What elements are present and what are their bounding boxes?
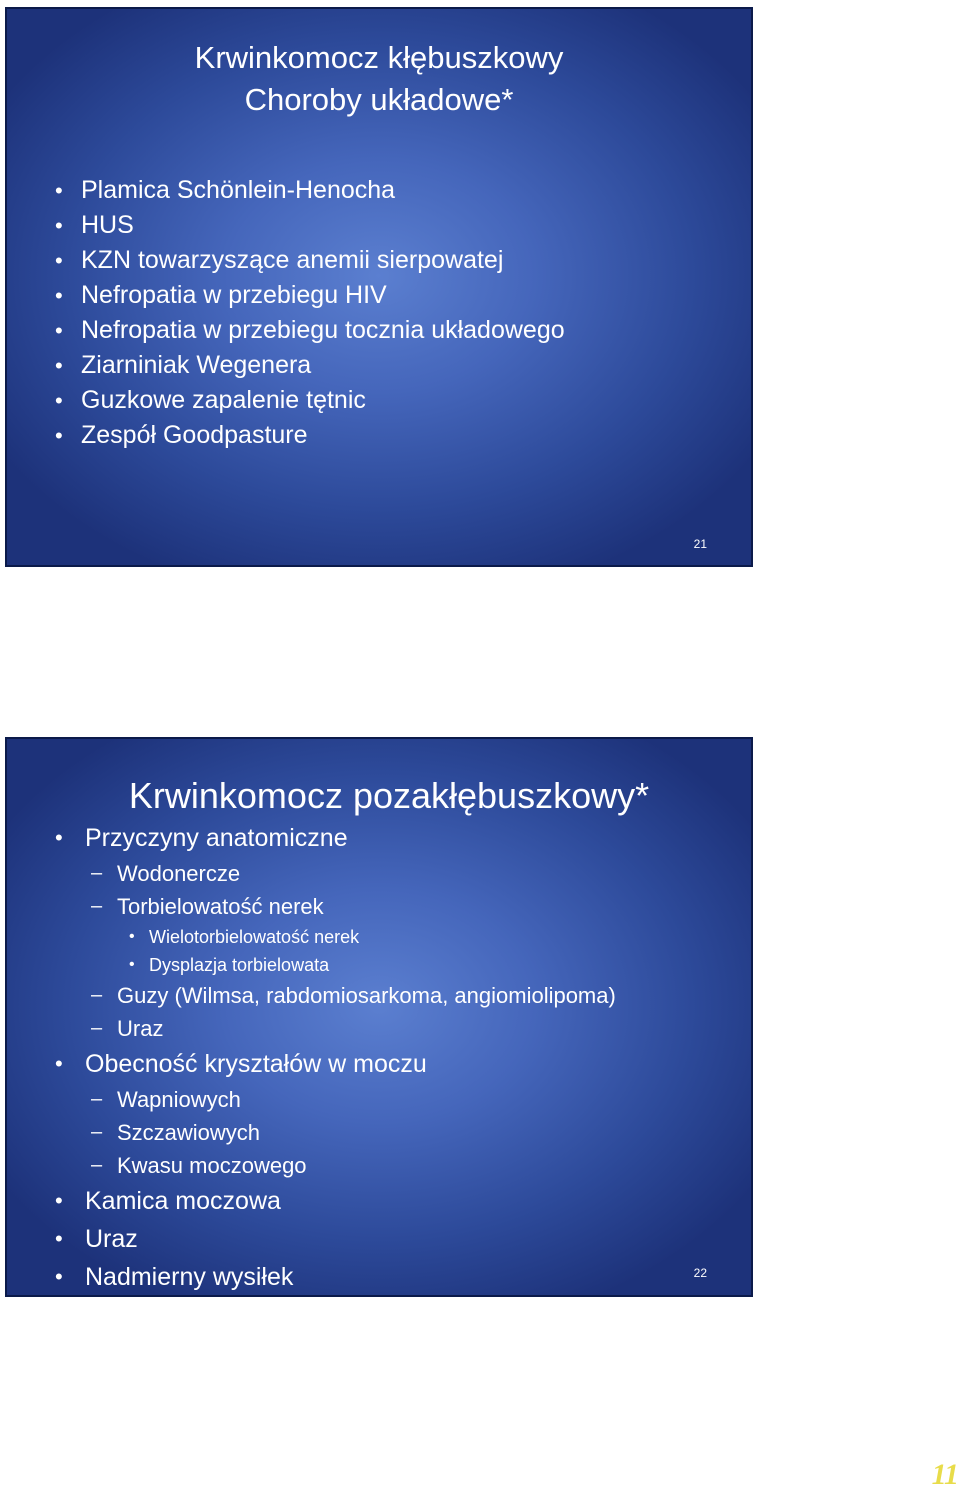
- dash-icon: –: [91, 1088, 103, 1110]
- list-item: • KZN towarzyszące anemii sierpowatej: [55, 243, 565, 278]
- slide-number: 22: [693, 1266, 707, 1280]
- bullet-icon: •: [55, 353, 63, 378]
- sub-sub-list-item: • Dysplazja torbielowata: [55, 951, 616, 979]
- page-number: 11: [931, 1458, 958, 1491]
- list-item: • Zespół Goodpasture: [55, 418, 565, 453]
- bullet-icon: •: [129, 928, 135, 945]
- bullet-icon: •: [55, 318, 63, 343]
- dash-icon: –: [91, 1017, 103, 1039]
- dash-icon: –: [91, 1121, 103, 1143]
- dash-icon: –: [91, 984, 103, 1006]
- bullet-icon: •: [55, 1051, 63, 1076]
- sub-list-item: – Torbielowatość nerek: [55, 890, 616, 923]
- sub-list-item: – Guzy (Wilmsa, rabdomiosarkoma, angiomiolipoma): [55, 979, 616, 1012]
- sub-list-item: – Uraz: [55, 1012, 616, 1045]
- list-item: • Kamica moczowa: [55, 1182, 616, 1220]
- sub-list-item: – Wodonercze: [55, 857, 616, 890]
- dash-icon: –: [91, 862, 103, 884]
- bullet-icon: •: [55, 388, 63, 413]
- bullet-icon: •: [55, 1188, 63, 1213]
- sub-list-item: – Szczawiowych: [55, 1116, 616, 1149]
- list-item: • HUS: [55, 208, 565, 243]
- list-item: • Nadmierny wysiłek: [55, 1258, 616, 1296]
- bullet-icon: •: [129, 956, 135, 973]
- list-item: • Uraz: [55, 1220, 616, 1258]
- list-item: • Plamica Schönlein-Henocha: [55, 173, 565, 208]
- title-line-2: Choroby układowe*: [244, 82, 514, 117]
- slide-22: [5, 737, 753, 1297]
- list-item: • Obecność kryształów w moczu: [55, 1045, 616, 1083]
- bullet-icon: •: [55, 825, 63, 850]
- sub-list-item: – Kwasu moczowego: [55, 1149, 616, 1182]
- dash-icon: –: [91, 1154, 103, 1176]
- list-item: • Przyczyny anatomiczne: [55, 819, 616, 857]
- bullet-list: [55, 173, 565, 453]
- list-item: • Nefropatia w przebiegu HIV: [55, 278, 565, 313]
- list-item: • Nefropatia w przebiegu tocznia układowego: [55, 313, 565, 348]
- slide-number: 21: [693, 537, 707, 551]
- bullet-icon: •: [55, 248, 63, 273]
- bullet-icon: •: [55, 178, 63, 203]
- slide-21: [5, 7, 753, 567]
- bullet-list: [55, 819, 616, 1296]
- list-item: • Ziarniniak Wegenera: [55, 348, 565, 383]
- slide-title: Krwinkomocz pozakłębuszkowy*: [128, 775, 650, 816]
- list-item: • Guzkowe zapalenie tętnic: [55, 383, 565, 418]
- title-line-1: Krwinkomocz kłębuszkowy: [194, 40, 564, 75]
- dash-icon: –: [91, 895, 103, 917]
- bullet-icon: •: [55, 423, 63, 448]
- bullet-icon: •: [55, 283, 63, 308]
- bullet-icon: •: [55, 213, 63, 238]
- bullet-icon: •: [55, 1226, 63, 1251]
- slide-title: [7, 37, 751, 121]
- sub-sub-list-item: • Wielotorbielowatość nerek: [55, 923, 616, 951]
- sub-list-item: – Wapniowych: [55, 1083, 616, 1116]
- bullet-icon: •: [55, 1264, 63, 1289]
